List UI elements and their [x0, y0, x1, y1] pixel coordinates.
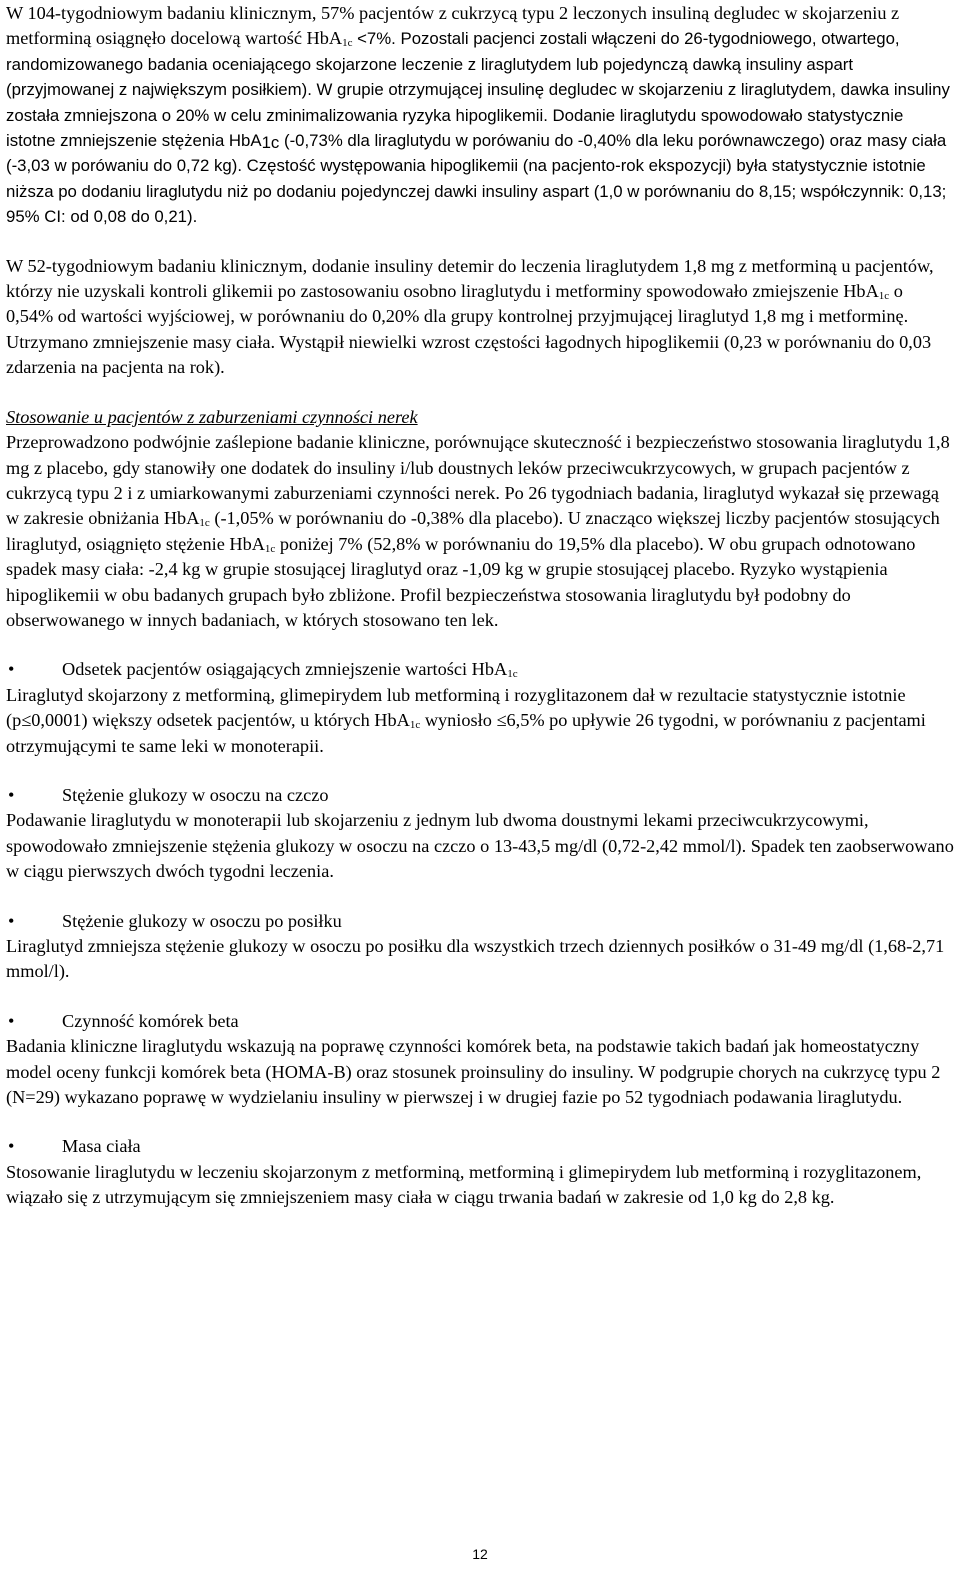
subscript: 1c	[199, 517, 210, 530]
bullet-body: Liraglutyd zmniejsza stężenie glukozy w osoczu po posiłku dla wszystkich trzech dziennych posiłków o 31-49 mg/dl (1,68-2,71 mmol/l).	[6, 936, 945, 982]
bullet-icon: •	[8, 1136, 15, 1157]
bullet-icon: •	[8, 1010, 15, 1031]
text: 6,5% po upływie 26 tygodni, w porównaniu z pacjentami otrzymującymi te same leki w monoterapii.	[6, 710, 926, 756]
bullet-title: Stężenie glukozy w osoczu po posiłku	[62, 910, 342, 931]
page-number: 12	[472, 1546, 488, 1562]
paragraph-degludec-study	[6, 1, 954, 230]
subscript: 1c	[507, 668, 518, 681]
text: Odsetek pacjentów osiągających zmniejszenie wartości HbA	[62, 659, 508, 680]
document-page	[6, 0, 954, 1211]
bullet-title: Stężenie glukozy w osoczu na czczo	[62, 784, 329, 805]
bullet-body: Stosowanie liraglutydu w leczeniu skojarzonym z metforminą, metforminą i glimepirydem lub metforminą i rozyglitazonem, wiązało się z utrzymującym się zmniejszeniem masy ciała w ciągu trwania badań w zakresie od 1,0 kg do 2,8 kg.	[6, 1161, 922, 1208]
bullet-heading	[6, 657, 954, 682]
less-equal-symbol: ≤	[496, 710, 507, 731]
bullet-body: Podawanie liraglutydu w monoterapii lub skojarzeniu z jednym lub dwoma doustnymi lekami przeciwcukrzycowymi, spowodowało zmniejszenie stężenia glukozy w osoczu na czczo o 13-43,5 mg/dl (0,72-2,42 mmol/l). Spadek ten zaobserwowano w ciągu pierwszych dwóch tygodni leczenia.	[6, 810, 954, 882]
bullet-heading	[6, 783, 954, 808]
subscript: 1c	[261, 133, 280, 153]
paragraph-detemir-study	[6, 254, 954, 381]
section-renal	[6, 405, 954, 634]
bullet-section-beta-cell	[6, 1009, 954, 1111]
bullet-section-hba1c	[6, 657, 954, 759]
less-equal-symbol: ≤	[21, 710, 32, 731]
bullet-section-body-weight	[6, 1134, 954, 1210]
bullet-heading	[6, 1009, 954, 1034]
subscript: 1c	[342, 37, 353, 50]
subscript: 1c	[264, 542, 276, 555]
paragraph-renal	[6, 430, 954, 633]
bullet-heading	[6, 909, 954, 934]
bullet-body: Badania kliniczne liraglutydu wskazują na poprawę czynności komórek beta, na podstawie takich badań jak homeostatyczny model oceny funkcji komórek beta (HOMA-B) oraz stosunek proinsuliny do insuliny. W podgrupie chorych na cukrzycę typu 2 (N=29) wykazano poprawę w wydzielaniu insuliny w pierwszej i w drugiej fazie po 52 tygodniach podawania liraglutydu.	[6, 1036, 941, 1108]
text: wyniosło	[420, 710, 497, 731]
text: o 0,54% od wartości wyjściowej, w porównaniu do 0,20% dla grupy kontrolnej przyjmującej liraglutyd 1,8 mg i metforminę. Utrzymano zmniejszenie masy ciała. Wystąpił niewielki wzrost częstości łagodnych hipoglikemii (0,23 w porównaniu do 0,03 zdarzenia na pacjenta na rok).	[6, 281, 932, 378]
bullet-icon: •	[8, 659, 15, 680]
text: 0,0001) większy odsetek pacjentów, u których HbA	[31, 710, 410, 731]
subscript: 1c	[878, 290, 890, 303]
bullet-body	[6, 683, 954, 759]
text: (-0,73% dla liraglutydu w porówaniu do -0,40% dla leku porównawczego) oraz masy ciała (-3,03 w porówaniu do 0,72 kg). Częstość występowania hipoglikemii (na pacjento-rok ekspozycji) była statystycznie istotnie niższa po dodaniu liraglutydu niż po dodaniu pojedynczej dawki insuliny aspart (1,0 w porównaniu do 8,15; współczynnik: 0,13; 95% CI: od 0,08 do 0,21).	[6, 131, 947, 227]
section-heading: Stosowanie u pacjentów z zaburzeniami czynności nerek	[6, 406, 418, 427]
text: <7%. Pozostali pacjenci zostali włączeni do 26-tygodniowego, otwartego, randomizowanego badania oceniającego skojarzone leczenie z liraglutydem lub pojedynczą dawką insuliny aspart (przyjmowanej z największym posiłkiem). W grupie otrzymującej insulinę degludec w skojarzeniu z liraglutydem, dawka insuliny została zmniejszona o 20% w celu zminimalizowania ryzyka hipoglikemii. Dodanie liraglutydu spowodowało statystycznie istotne zmniejszenie stężenia HbA	[6, 29, 950, 151]
bullet-title: Czynność komórek beta	[62, 1010, 239, 1031]
text: W 52-tygodniowym badaniu klinicznym, dodanie insuliny detemir do leczenia liraglutydem 1,8 mg z metforminą u pacjentów, którzy nie uzyskali kontroli glikemii po zastosowaniu osobno liraglutydu i metforminy spowodowało zmiejszenie HbA	[6, 255, 934, 302]
bullet-section-postprandial-glucose	[6, 909, 954, 985]
text: Przeprowadzono podwójnie zaślepione badanie kliniczne, porównujące skuteczność i bezpieczeństwo stosowania liraglutydu 1,8 mg z placebo, gdy stanowiły one dodatek do insuliny i/lub doustnych leków przeciwcukrzycowych, w grupach pacjentów z cukrzycą typu 2 i z umiarkowanymi zaburzeniami czynności nerek. Po 26 tygodniach badania, liraglutyd wykazał się przewagą w zakresie obniżania HbA	[6, 432, 950, 529]
text: Liraglutyd skojarzony z metforminą, glimepirydem lub metforminą i rozyglitazonem dał w rezultacie statystycznie istotnie (p	[6, 684, 906, 731]
subscript: 1c	[409, 719, 421, 732]
bullet-icon: •	[8, 910, 15, 931]
bullet-title	[62, 657, 518, 682]
bullet-icon: •	[8, 784, 15, 805]
bullet-heading	[6, 1134, 954, 1159]
text: W 104-tygodniowym badaniu klinicznym, 57% pacjentów z cukrzycą typu 2 leczonych insuliną degludec w skojarzeniu z metforminą osiągnęło docelową wartość HbA	[6, 3, 900, 49]
text: (-1,05% w porównaniu do -0,38% dla placebo). U znacząco większej liczby pacjentów stosujących liraglutyd, osiągnięto stężenie HbA	[6, 508, 940, 554]
bullet-title: Masa ciała	[62, 1136, 141, 1157]
text: poniżej 7% (52,8% w porównaniu do 19,5% dla placebo). W obu grupach odnotowano spadek masy ciała: -2,4 kg w grupie stosującej liraglutyd oraz -1,09 kg w grupie stosującej placebo. Ryzyko wystąpienia hipoglikemii w obu badanych grupach było zbliżone. Profil bezpieczeństwa stosowania liraglutydu był podobny do obserwowanego w innych badaniach, w których stosowano ten lek.	[6, 533, 916, 630]
bullet-section-fasting-glucose	[6, 783, 954, 885]
